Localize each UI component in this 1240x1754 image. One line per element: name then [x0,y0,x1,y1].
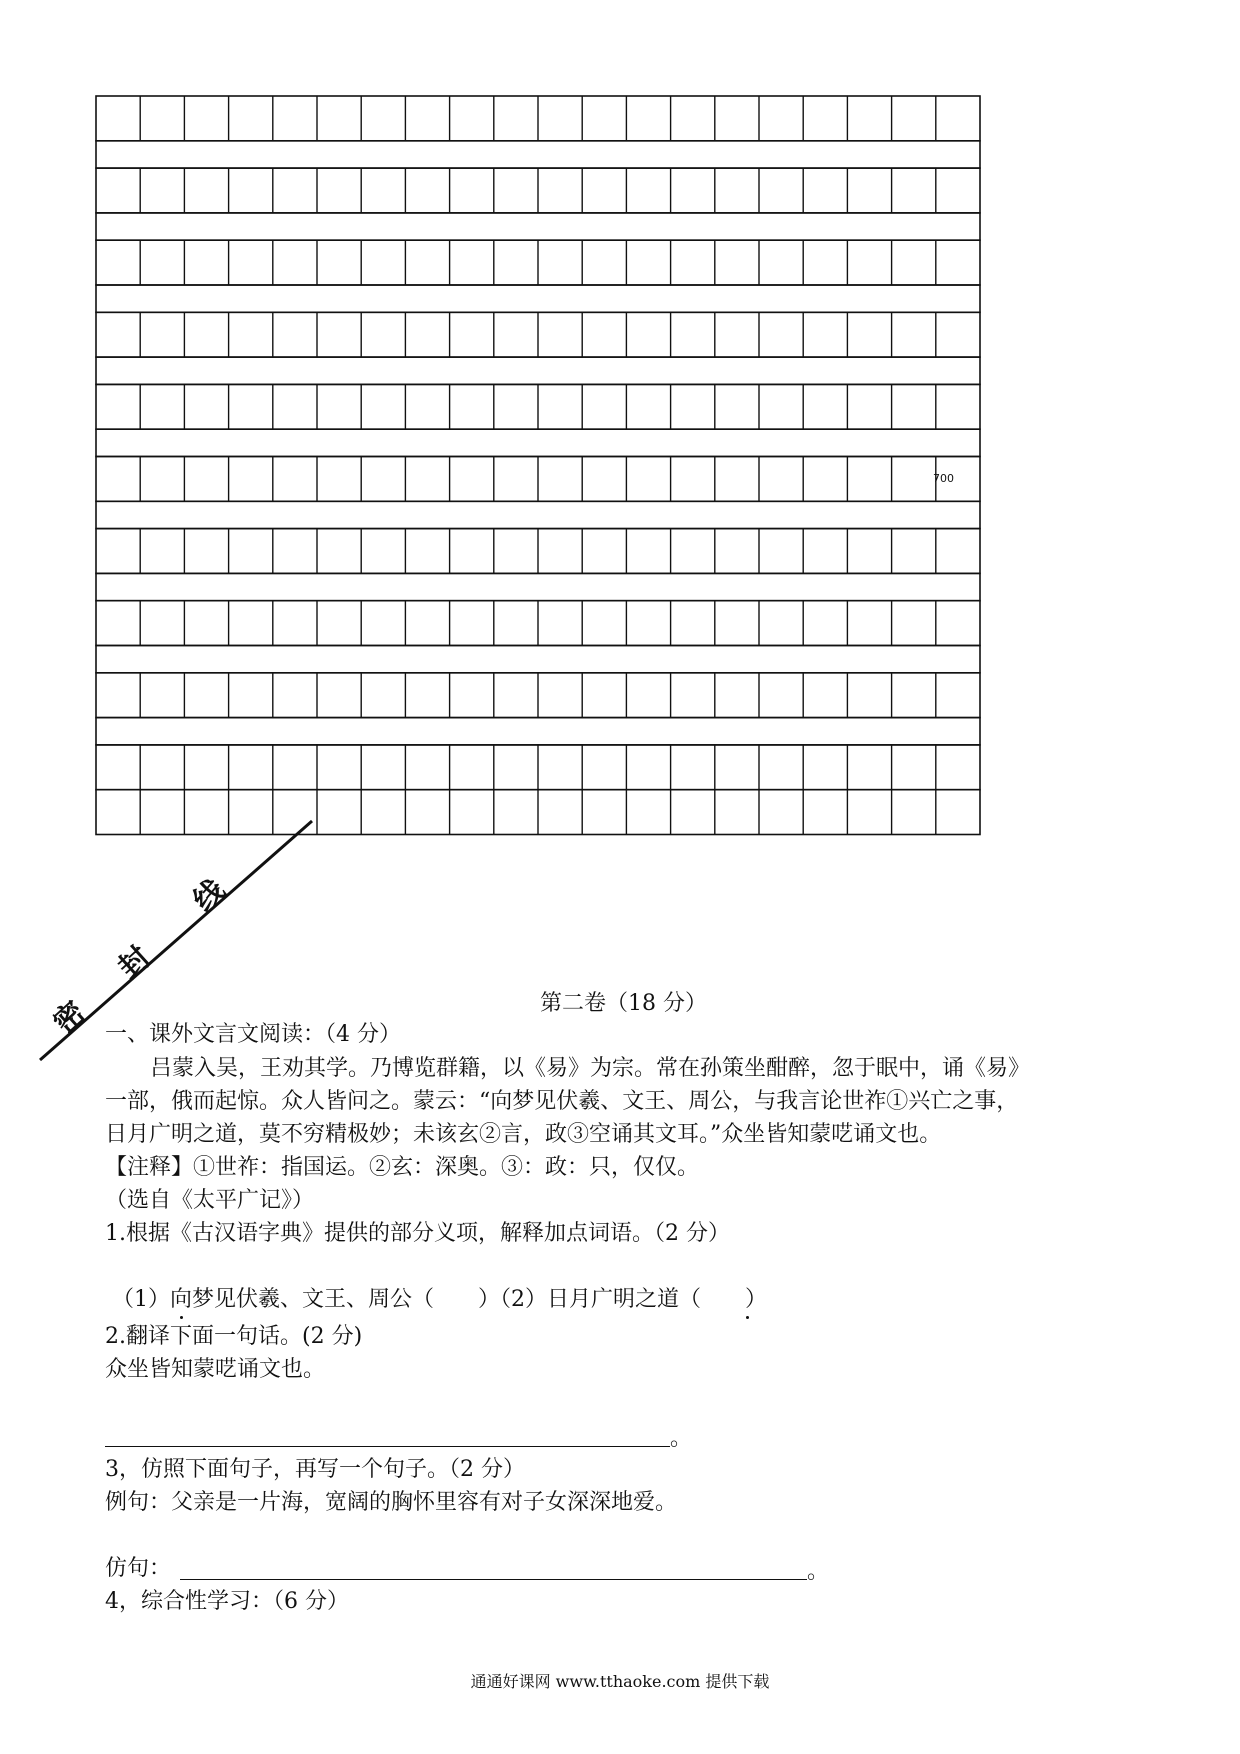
passage-line-2: 一部，俄而起惊。众人皆问之。蒙云：“向梦见伏羲、文王、周公，与我言论世祚①兴亡之事， [105,1089,1019,1114]
grid-gap-row [96,141,980,168]
grid-gap-row [96,429,980,456]
grid-row-border [96,285,980,312]
passage-line-3: 日月广明之道，莫不穷精极妙；未该玄②言，政③空诵其文耳。”众坐皆知蒙呓诵文也。 [105,1122,942,1147]
grid-row-border [96,573,980,600]
grid-row-border [96,357,980,384]
imitation-period: 。 [807,1559,830,1584]
grid-cell-row [96,457,980,502]
grid-cell-row [96,673,980,718]
grid-cell-row [96,240,980,285]
emphasis-dot-dao [746,1316,749,1319]
question-4: 4，综合性学习：（6 分） [105,1589,349,1614]
grid-gap-row [96,646,980,673]
question-1-1: 1.根据《古汉语字典》提供的部分义项，解释加点词语。（2 分） [105,1221,730,1246]
grid-row-border [96,429,980,456]
grid-row-border [96,141,980,168]
emphasis-dot-xiang [180,1316,183,1319]
grid-cell-row [96,168,980,213]
passage-line-1: 吕蒙入吴，王劝其学。乃博览群籍，以《易》为宗。常在孙策坐酣醉，忽于眠中，诵《易》 [150,1056,1031,1081]
grid-row-border [96,213,980,240]
answer-period: 。 [670,1426,693,1451]
question-3: 3，仿照下面句子，再写一个句子。（2 分） [105,1457,525,1482]
question-1-2: 2.翻译下面一句话。(2 分) [105,1324,363,1349]
imitation-answer-line[interactable] [180,1579,807,1580]
grid-count-marker: 700 [933,472,954,485]
grid-row-border [96,646,980,673]
grid-cell-row [96,384,980,429]
grid-gap-row [96,501,980,528]
grid-cell-row [96,601,980,646]
annotation-notes: 【注释】①世祚：指国运。②玄：深奥。③：政：只，仅仅。 [105,1155,700,1180]
translation-answer-line[interactable] [105,1446,670,1447]
grid-gap-row [96,213,980,240]
grid-gap-row [96,718,980,745]
grid-cell-row [96,312,980,357]
grid-gap-row [96,357,980,384]
question-1-1-items: （1）向梦见伏羲、文王、周公（ ）（2）日月广明之道（ ） [112,1287,767,1312]
grid-cell-row [96,529,980,574]
question-3-example: 例句：父亲是一片海，宽阔的胸怀里容有对子女深深地爱。 [105,1490,678,1515]
seal-char-mi: 密 [46,994,93,1041]
grid-gap-row [96,573,980,600]
writing-grid [95,95,985,925]
question-1-heading: 一、课外文言文阅读：（4 分） [105,1022,401,1047]
section-title: 第二卷（18 分） [540,991,707,1016]
grid-gap-row [96,285,980,312]
imitation-label: 仿句： [105,1556,172,1581]
footer-text: 通通好课网 www.tthaoke.com 提供下载 [470,1672,770,1691]
grid-row-border [96,718,980,745]
seal-char-xian: 线 [186,872,233,919]
translation-sentence: 众坐皆知蒙呓诵文也。 [105,1357,326,1382]
seal-char-feng: 封 [111,939,158,986]
passage-source: （选自《太平广记》） [105,1188,315,1213]
grid-cell-row [96,745,980,790]
grid-cell-row [96,96,980,141]
grid-row-border [96,501,980,528]
